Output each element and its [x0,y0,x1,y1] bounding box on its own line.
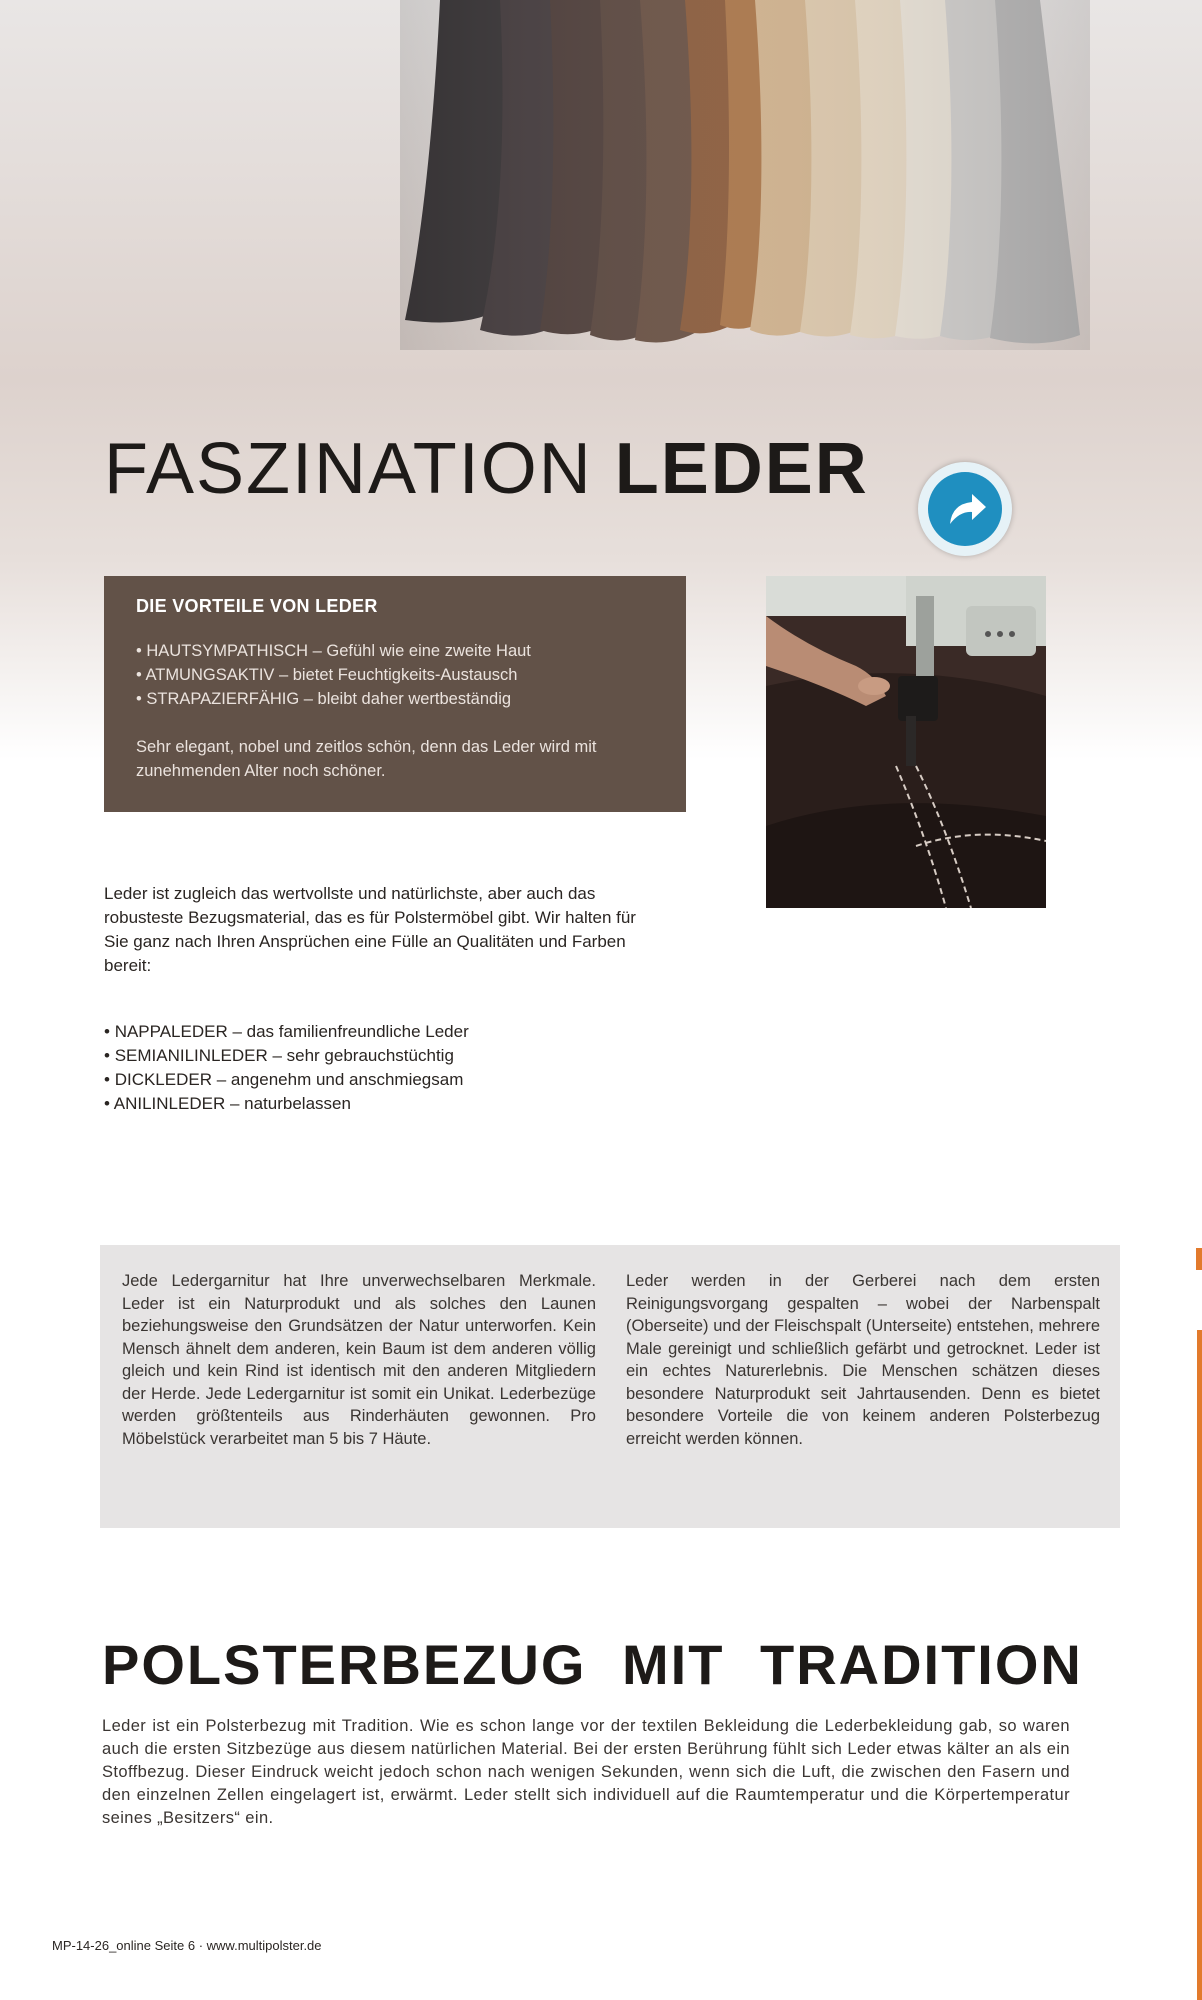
edge-line [1197,1330,1202,2000]
page-footer: MP-14-26_online Seite 6 · www.multipolster.de [52,1938,322,1953]
info-column-right: Leder werden in der Gerberei nach dem ersten Reinigungsvorgang gespalten – wobei der Narbenspalt (Oberseite) und der Fleischspalt (Unterseite) entstehen, mehrere Male gereinigt und schließlich gefärbt und getrocknet. Leder ist ein echtes Naturerlebnis. Die Menschen schätzen dieses besondere Naturprodukt seit Jahrtausenden. Denn es bietet besondere Vorteile die von keinem anderen Polsterbezug erreicht werden können. [626,1272,1100,1448]
advantages-note: Sehr elegant, nobel und zeitlos schön, denn das Leder wird mit zunehmenden Alter noch schöner. [136,738,597,780]
leather-type-item: • SEMIANILINLEDER – sehr gebrauchstüchtig [104,1044,469,1068]
share-arrow-icon [928,472,1002,546]
sewing-leather-photo [766,576,1046,908]
info-column-left: Jede Ledergarnitur hat Ihre unverwechselbaren Merkmale. Leder ist ein Naturprodukt und als solches den Launen beziehungsweise den Grundsätzen der Natur unterworfen. Kein Mensch ähnelt dem anderen, kein Baum ist dem anderen völlig gleich und kein Rind ist identisch mit den anderen Mitgliedern der Herde. Jede Ledergarnitur ist somit ein Unikat. Lederbezüge werden größtenteils aus Rinderhäuten gewonnen. Pro Möbelstück verarbeitet man 5 bis 7 Häute. [122,1272,596,1448]
share-button[interactable] [918,462,1012,556]
advantage-item: • ATMUNGSAKTIV – bietet Feuchtigkeits-Austausch [136,663,654,687]
leather-hides-image [400,0,1090,350]
advantage-item: • STRAPAZIERFÄHIG – bleibt daher wertbeständig [136,687,654,711]
leather-types-list [104,1020,469,1116]
leather-type-item: • ANILINLEDER – naturbelassen [104,1092,469,1116]
intro-paragraph: Leder ist zugleich das wertvollste und natürlichste, aber auch das robusteste Bezugsmaterial, das es für Polstermöbel gibt. Wir halten für Sie ganz nach Ihren Ansprüchen eine Fülle an Qualitäten und Farben bereit: [104,884,636,975]
advantages-heading: DIE VORTEILE VON LEDER [136,596,378,616]
leather-type-item: • NAPPALEDER – das familienfreundliche Leder [104,1020,469,1044]
tradition-title: POLSTERBEZUG MIT TRADITION [102,1633,1083,1696]
page-title [104,428,869,510]
advantages-box [104,576,686,812]
leather-type-item: • DICKLEDER – angenehm und anschmiegsam [104,1068,469,1092]
edge-marker [1196,1248,1202,1270]
title-bold: LEDER [614,429,869,509]
advantage-item: • HAUTSYMPATHISCH – Gefühl wie eine zweite Haut [136,639,654,663]
advantages-list [136,639,654,711]
title-light: FASZINATION [104,429,593,509]
tradition-paragraph: Leder ist ein Polsterbezug mit Tradition. Wie es schon lange vor der textilen Bekleidung die Lederbekleidung gab, so waren auch die ersten Sitzbezüge aus diesem natürlichen Material. Bei der ersten Berührung fühlt sich Leder etwas kälter an als ein Stoffbezug. Dieser Eindruck weicht jedoch schon nach wenigen Sekunden, wenn sich die Luft, die zwischen den Fasern und den einzelnen Zellen eingelagert ist, erwärmt. Leder stellt sich individuell auf die Raumtemperatur und die Körpertemperatur seines „Besitzers“ ein. [102,1717,1070,1827]
